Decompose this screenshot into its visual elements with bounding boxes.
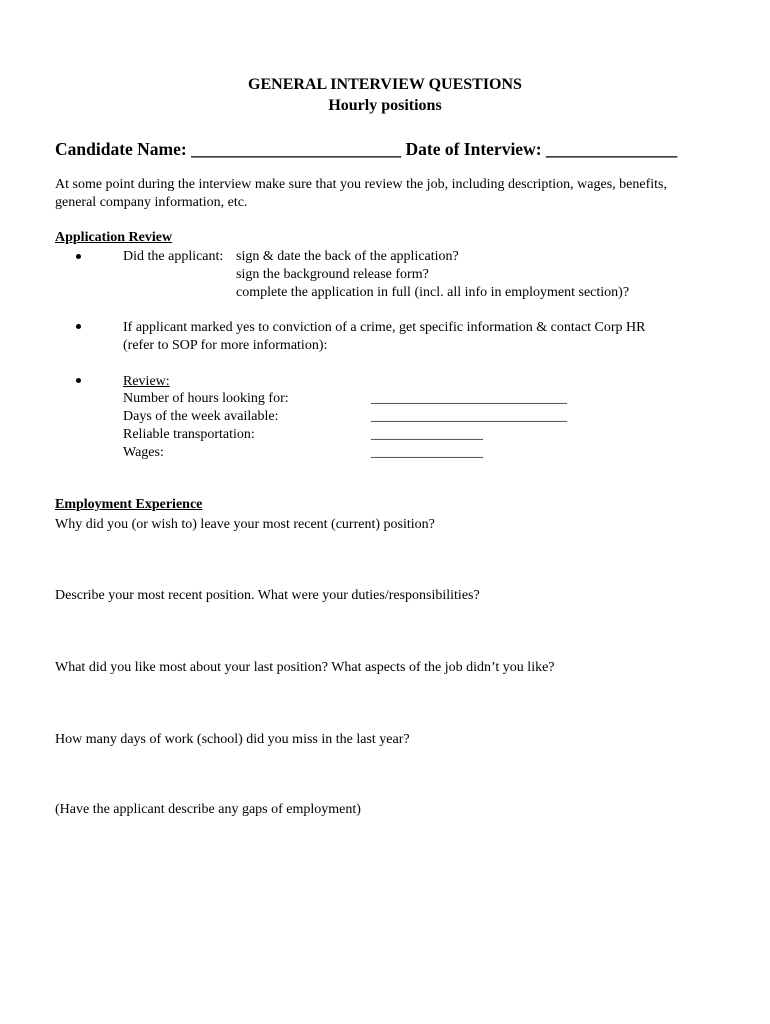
did-applicant-label: Did the applicant: [123,249,224,264]
review-row-label: Wages: [123,445,164,460]
conviction-note-line-2: (refer to SOP for more information): [123,338,328,353]
question-text: (Have the applicant describe any gaps of employment) [55,802,361,817]
review-label: Review: [123,374,170,389]
checklist-item: sign & date the back of the application? [236,249,459,264]
employment-experience-heading: Employment Experience [55,497,203,512]
document-subtitle: Hourly positions [328,97,442,114]
bullet-icon [76,324,81,329]
question-text: How many days of work (school) did you miss in the last year? [55,732,410,747]
application-review-heading: Application Review [55,230,173,245]
review-row-blank: ________________ [371,445,483,460]
bullet-icon [76,378,81,383]
review-row-blank: ________________ [371,427,483,442]
conviction-note-line-1: If applicant marked yes to conviction of a crime, get specific information & contact Corp HR [123,320,646,335]
intro-line-1: At some point during the interview make sure that you review the job, including description, wages, benefits, [55,177,667,192]
review-row-label: Reliable transportation: [123,427,255,442]
review-row-label: Number of hours looking for: [123,391,289,406]
checklist-item: sign the background release form? [236,267,429,282]
question-text: Describe your most recent position. What were your duties/responsibilities? [55,588,480,603]
review-row-blank: ____________________________ [371,409,567,424]
review-row-label: Days of the week available: [123,409,279,424]
checklist-item: complete the application in full (incl. all info in employment section)? [236,285,630,300]
document-title: GENERAL INTERVIEW QUESTIONS [248,76,522,93]
candidate-name-date-line: Candidate Name: ________________________ Date of Interview: _______________ [55,139,678,159]
review-row-blank: ____________________________ [371,391,567,406]
question-text: What did you like most about your last position? What aspects of the job didn’t you like? [55,660,555,675]
intro-line-2: general company information, etc. [55,195,248,210]
bullet-icon [76,254,81,259]
question-text: Why did you (or wish to) leave your most recent (current) position? [55,517,435,532]
